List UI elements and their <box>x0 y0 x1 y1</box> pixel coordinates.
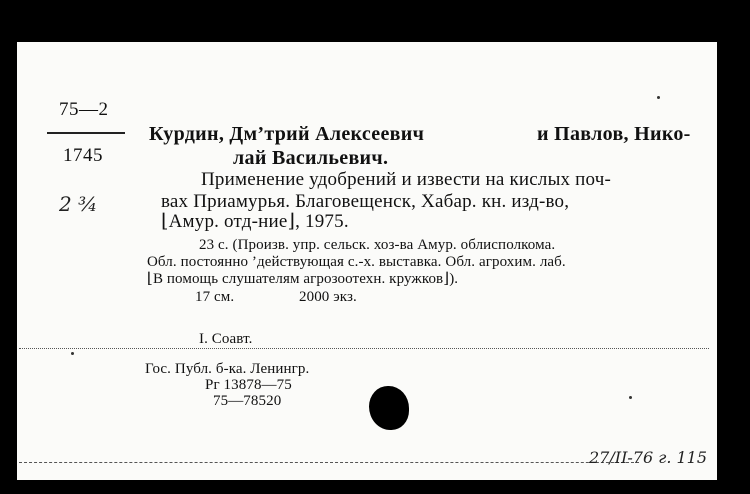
size-field: 17 см. <box>195 289 235 305</box>
call-number-bottom: 1745 <box>63 145 103 166</box>
library-line-1: Гос. Публ. б-ка. Ленингр. <box>145 361 310 377</box>
footer-handwriting: 27/II-76 г. 115 <box>589 448 708 467</box>
ink-blot <box>369 386 409 430</box>
call-number-top: 75—2 <box>59 99 109 120</box>
handwritten-mark: 2 ¾ <box>59 192 98 216</box>
copies-field: 2000 экз. <box>299 289 357 305</box>
paper-speck <box>657 96 660 99</box>
library-line-3: 75—78520 <box>213 393 282 409</box>
catalog-card <box>17 42 717 480</box>
title-line-1: Применение удобрений и извести на кислых поч- <box>201 169 612 190</box>
title-line-2: вах Приамурья. Благовещенск, Хабар. кн. изд-во, <box>161 191 570 212</box>
coauthor-heading-cont: лай Васильевич. <box>233 147 389 169</box>
collation-line-3: ⌊В помощь слушателям агрозоотехн. кружков⌋). <box>147 271 459 287</box>
title-line-3: ⌊Амур. отд-ние⌋, 1975. <box>161 211 349 232</box>
call-number-rule <box>47 132 125 134</box>
bottom-dashed-line <box>19 462 639 463</box>
tracing: I. Соавт. <box>199 331 253 347</box>
author-heading: Курдин, Дм’трий Алексеевич <box>149 123 425 145</box>
library-line-2: Рг 13878—75 <box>205 377 292 393</box>
collation-line-1: 23 с. (Произв. упр. сельск. хоз-ва Амур. облисполкома. <box>199 237 556 253</box>
paper-speck <box>71 352 74 355</box>
collation-line-2: Обл. постоянно ’действующая с.-х. выставка. Обл. агрохим. лаб. <box>147 254 566 270</box>
dashed-separator <box>19 348 709 349</box>
paper-speck <box>629 396 632 399</box>
coauthor-heading: и Павлов, Нико- <box>537 123 691 145</box>
